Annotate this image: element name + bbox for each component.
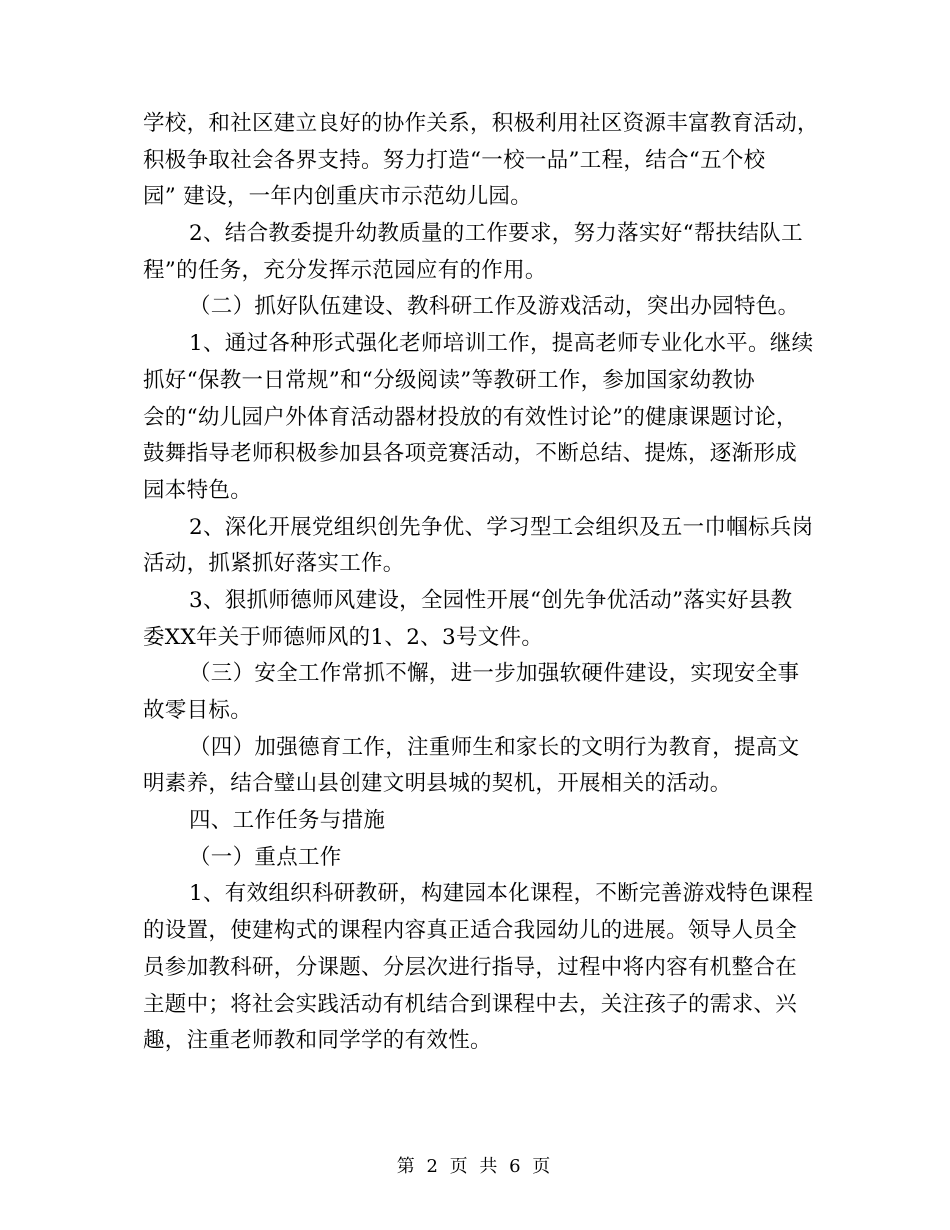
text-line: 2、结合教委提升幼教质量的工作要求，努力落实好“帮扶结队工 [189, 221, 803, 247]
document-body [143, 106, 819, 1060]
page-footer: 第 2 页 共 6 页 [396, 1156, 554, 1177]
text-line: 主题中；将社会实践活动有机结合到课程中去，关注孩子的需求、兴 [143, 991, 798, 1017]
text-line: 的设置，使建构式的课程内容真正适合我园幼儿的进展。领导人员全 [143, 918, 798, 944]
text-line: （四）加强德育工作，注重师生和家长的文明行为教育，提高文 [189, 734, 800, 760]
text-line: （二）抓好队伍建设、教科研工作及游戏活动，突出办园特色。 [189, 294, 800, 320]
text-line: 3、狠抓师德师风建设，全园性开展“创先争优活动”落实好县教 [189, 587, 793, 613]
text-line: 1、通过各种形式强化老师培训工作，提高老师专业化水平。继续 [189, 331, 814, 357]
text-line: （一）重点工作 [189, 844, 342, 870]
text-line: 鼓舞指导老师积极参加县各项竞赛活动，不断总结、提炼，逐渐形成 [143, 441, 798, 467]
text-line: 学校，和社区建立良好的协作关系，积极利用社区资源丰富教育活动， [143, 111, 819, 136]
text-line: 1、有效组织科研教研，构建园本化课程，不断完善游戏特色课程 [189, 881, 814, 907]
text-line: 趣，注重老师教和同学学的有效性。 [143, 1028, 492, 1054]
text-line: 园本特色。 [143, 477, 253, 503]
text-line: 会的“幼儿园户外体育活动器材投放的有效性讨论”的健康课题讨论， [143, 404, 798, 430]
text-line: 明素养，结合璧山县创建文明县城的契机，开展相关的活动。 [143, 771, 732, 797]
text-line: 活动，抓紧抓好落实工作。 [143, 551, 405, 577]
text-line: 员参加教科研，分课题、分层次进行指导，过程中将内容有机整合在 [143, 954, 798, 980]
text-line: 程”的任务，充分发挥示范园应有的作用。 [143, 257, 547, 283]
text-line: 抓好“保教一日常规”和“分级阅读”等教研工作，参加国家幼教协 [143, 367, 755, 393]
text-line: 四、工作任务与措施 [189, 808, 386, 834]
text-line: （三）安全工作常抓不懈，进一步加强软硬件建设，实现安全事 [189, 661, 800, 687]
text-line: 故零目标。 [143, 698, 253, 723]
text-line: 园” 建设，一年内创重庆市示范幼儿园。 [143, 184, 533, 210]
text-line: 积极争取社会各界支持。努力打造“一校一品”工程，结合“五个校 [143, 147, 766, 173]
text-line: 委XX年关于师德师风的1、2、3号文件。 [143, 624, 544, 650]
text-line: 2、深化开展党组织创先争优、学习型工会组织及五一巾帼标兵岗 [189, 514, 814, 540]
